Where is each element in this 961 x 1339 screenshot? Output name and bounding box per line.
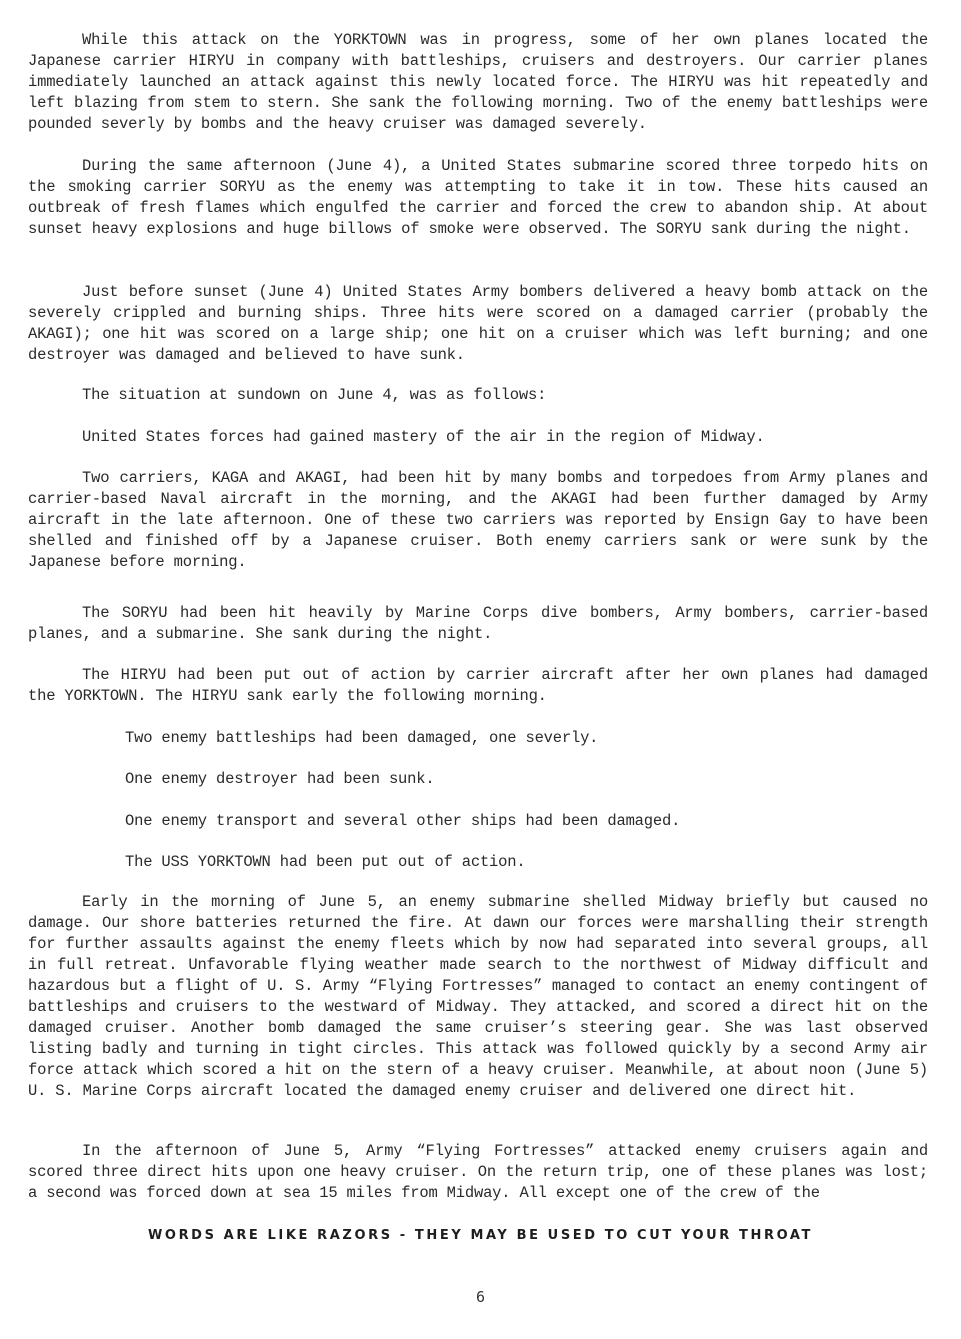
paragraph-soryu-summary: The SORYU had been hit heavily by Marine Corps dive bombers, Army bombers, carrier-based planes, and a submarine. She sank during the night. (28, 604, 928, 643)
paragraph-hiryu-attack: While this attack on the YORKTOWN was in progress, some of her own planes located the Japanese carrier HIRYU in company with battleships, cruisers and destroyers. Our carrier planes immediately launched an attack against this newly located force. The HIRYU was hit repeatedly and left blazing from stem to stern. She sank the following morning. Two of the enemy battleships were pounded severly by bombs and the heavy cruiser was damaged severely. (28, 31, 928, 133)
paragraph-air-mastery: United States forces had gained mastery of the air in the region of Midway. (82, 428, 765, 446)
list-item-yorktown-out: The USS YORKTOWN had been put out of action. (125, 853, 526, 871)
paragraph-situation-heading: The situation at sundown on June 4, was as follows: (82, 386, 547, 404)
paragraph-hiryu-summary: The HIRYU had been put out of action by carrier aircraft after her own planes had damaged the YORKTOWN. The HIRYU sank early the following morning. (28, 666, 928, 705)
paragraph-army-bombers-sunset: Just before sunset (June 4) United States Army bombers delivered a heavy bomb attack on the severely crippled and burning ships. Three hits were scored on a damaged carrier (probably the AKAGI); one hit was scored on a large ship; one hit on a cruiser which was left burning; and one destroyer was damaged and believed to have sunk. (28, 283, 928, 364)
footer-security-motto: WORDS ARE LIKE RAZORS - THEY MAY BE USED TO CUT YOUR THROAT (147, 1228, 814, 1243)
list-item-battleships-damaged: Two enemy battleships had been damaged, one severly. (125, 729, 599, 747)
page-number: 6 (475, 1288, 486, 1306)
list-item-destroyer-sunk: One enemy destroyer had been sunk. (125, 770, 435, 788)
paragraph-june-5-morning: Early in the morning of June 5, an enemy submarine shelled Midway briefly but caused no damage. Our shore batteries returned the fire. At dawn our forces were marshalling their strength for further assaults against the enemy fleets which by now had separated into several groups, all in full retreat. Unfavorable flying weather made search to the northwest of Midway difficult and hazardous but a flight of U. S. Army “Flying Fortresses” managed to contact an enemy contingent of battleships and cruisers to the westward of Midway. They attacked, and scored a direct hit on the damaged cruiser. Another bomb damaged the same cruiser’s steering gear. She was last observed listing badly and turning in tight circles. This attack was followed quickly by a second Army air force attack which scored a hit on the stern of a heavy cruiser. Meanwhile, at about noon (June 5) U. S. Marine Corps aircraft located the damaged enemy cruiser and delivered one direct hit. (28, 893, 928, 1100)
paragraph-kaga-akagi: Two carriers, KAGA and AKAGI, had been hit by many bombs and torpedoes from Army planes and carrier-based Naval aircraft in the morning, and the AKAGI had been further damaged by Army aircraft in the late afternoon. One of these two carriers was reported by Ensign Gay to have been shelled and finished off by a Japanese cruiser. Both enemy carriers sank or were sunk by the Japanese before morning. (28, 469, 928, 571)
paragraph-soryu-submarine: During the same afternoon (June 4), a United States submarine scored three torpedo hits on the smoking carrier SORYU as the enemy was attempting to take it in tow. These hits caused an outbreak of fresh flames which engulfed the carrier and forced the crew to abandon ship. At about sunset heavy explosions and huge billows of smoke were observed. The SORYU sank during the night. (28, 157, 928, 238)
list-item-transport-damaged: One enemy transport and several other ships had been damaged. (125, 812, 681, 830)
paragraph-june-5-afternoon: In the afternoon of June 5, Army “Flying Fortresses” attacked enemy cruisers again and scored three direct hits upon one heavy cruiser. On the return trip, one of these planes was lost; a second was forced down at sea 15 miles from Midway. All except one of the crew of the (28, 1142, 928, 1202)
